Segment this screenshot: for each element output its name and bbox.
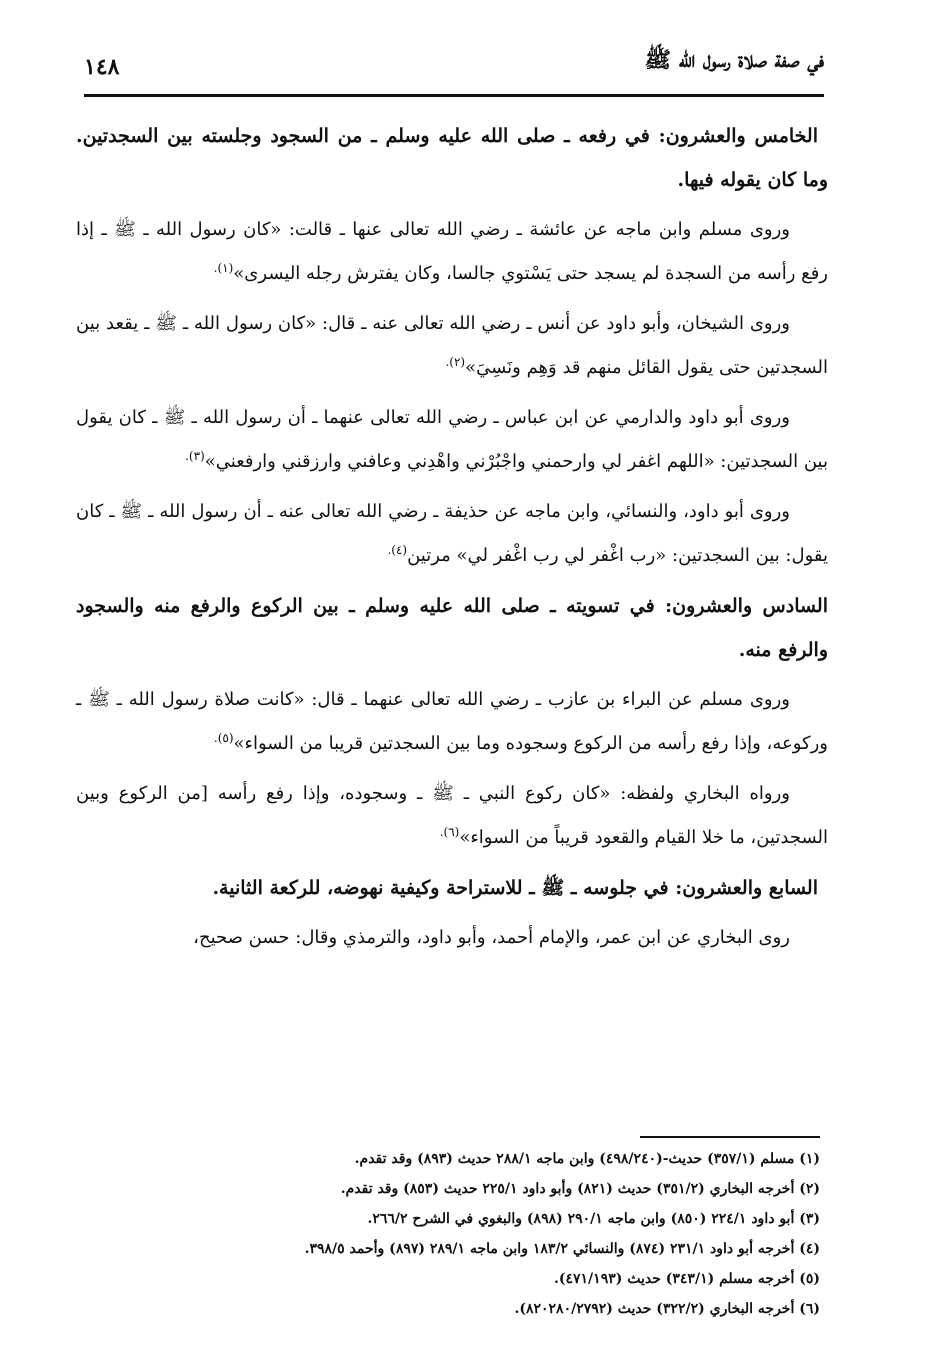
page-number: ١٤٨ bbox=[84, 54, 120, 80]
paragraph bbox=[76, 302, 828, 390]
paragraph bbox=[76, 490, 828, 578]
footnote-ref: (٢). bbox=[445, 355, 466, 369]
page-header bbox=[84, 40, 824, 88]
footnote-ref: (٦). bbox=[439, 825, 460, 839]
footnote-ref: (٣). bbox=[185, 449, 205, 463]
footnotes bbox=[140, 1144, 820, 1324]
paragraph-text: وروى أبو داود والدارمي عن ابن عباس ـ رضي الله تعالى عنهما ـ أن رسول الله ـ ﷺ ـ كان يقول بين السجدتين: «اللهم اغفر لي وارحمني واجْبُرْني واهْدِني وعافني وارزقني وارفعني» bbox=[76, 407, 828, 472]
section-heading bbox=[76, 584, 828, 672]
heading-text: السابع والعشرون: في جلوسه ـ ﷺ ـ للاستراحة وكيفية نهوضه، للركعة الثانية. bbox=[212, 877, 818, 899]
paragraph bbox=[76, 772, 828, 860]
paragraph-text: وروى مسلم وابن ماجه عن عائشة ـ رضي الله تعالى عنها ـ قالت: «كان رسول الله ـ ﷺ ـ إذا رفع رأسه من السجدة لم يسجد حتى يَسْتوي جالسا، وكان يفترش رجله اليسرى» bbox=[76, 219, 828, 284]
running-title: في صفة صلاة رسول الله ﷺ bbox=[644, 47, 824, 73]
paragraph bbox=[76, 208, 828, 296]
page-body bbox=[76, 108, 828, 964]
heading-text: السادس والعشرون: في تسويته ـ صلى الله عليه وسلم ـ بين الركوع والرفع منه والسجود والرفع منه. bbox=[76, 595, 828, 661]
header-rule bbox=[84, 94, 824, 97]
footnote: (٦) أخرجه البخاري (٣٢٢/٢) حديث (٨٢٠٢٨٠/٢٧٩٢). bbox=[514, 1301, 820, 1317]
paragraph bbox=[76, 916, 828, 960]
footnote-ref: (٤). bbox=[387, 543, 408, 557]
paragraph-text: روى البخاري عن ابن عمر، والإمام أحمد، وأبو داود، والترمذي وقال: حسن صحيح، bbox=[193, 927, 790, 948]
section-heading bbox=[76, 114, 828, 202]
footnote-rule bbox=[640, 1136, 820, 1138]
paragraph-text: وروى الشيخان، وأبو داود عن أنس ـ رضي الله تعالى عنه ـ قال: «كان رسول الله ـ ﷺ ـ يقعد بين السجدتين حتى يقول القائل منهم قد وَهِم ونَسِيَ» bbox=[76, 313, 828, 378]
paragraph-text: وروى مسلم عن البراء بن عازب ـ رضي الله تعالى عنهما ـ قال: «كانت صلاة رسول الله ـ ﷺ ـ وركوعه، وإذا رفع رأسه من الركوع وسجوده وما بين السجدتين قريبا من السواء» bbox=[76, 689, 828, 754]
section-heading bbox=[76, 866, 828, 910]
footnote: (٢) أخرجه البخاري (٣٥١/٢) حديث (٨٢١) وأبو داود ٢٢٥/١ حديث (٨٥٣) وقد تقدم. bbox=[340, 1181, 820, 1197]
footnote: (١) مسلم (٣٥٧/١) حديث-(٤٩٨/٢٤٠) وابن ماجه ٢٨٨/١ حديث (٨٩٣) وقد تقدم. bbox=[354, 1151, 820, 1167]
footnote: (٥) أخرجه مسلم (٣٤٣/١) حديث (٤٧١/١٩٣). bbox=[554, 1271, 820, 1287]
paragraph-text: ورواه البخاري ولفظه: «كان ركوع النبي ـ ﷺ ـ وسجوده، وإذا رفع رأسه [من الركوع وبين السجدتين، ما خلا القيام والقعود قريباً من السواء» bbox=[76, 783, 828, 848]
footnote: (٤) أخرجه أبو داود ٢٣١/١ (٨٧٤) والنسائي ١٨٣/٢ وابن ماجه ٢٨٩/١ (٨٩٧) وأحمد ٣٩٨/٥. bbox=[304, 1241, 820, 1257]
footnote-ref: (١). bbox=[213, 261, 234, 275]
heading-text: الخامس والعشرون: في رفعه ـ صلى الله عليه وسلم ـ من السجود وجلسته بين السجدتين. وما كان يقوله فيها. bbox=[76, 125, 828, 191]
footnote-ref: (٥). bbox=[213, 731, 234, 745]
paragraph bbox=[76, 396, 828, 484]
footnote: (٣) أبو داود ٢٢٤/١ (٨٥٠) وابن ماجه ٢٩٠/١ (٨٩٨) والبغوي في الشرح ٢٦٦/٢. bbox=[367, 1211, 820, 1227]
paragraph bbox=[76, 678, 828, 766]
paragraph-text: وروى أبو داود، والنسائي، وابن ماجه عن حذيفة ـ رضي الله تعالى عنه ـ أن رسول الله ـ ﷺ ـ كان يقول: بين السجدتين: «رب اغْفر لي رب اغْفر لي» مرتين bbox=[76, 501, 828, 566]
